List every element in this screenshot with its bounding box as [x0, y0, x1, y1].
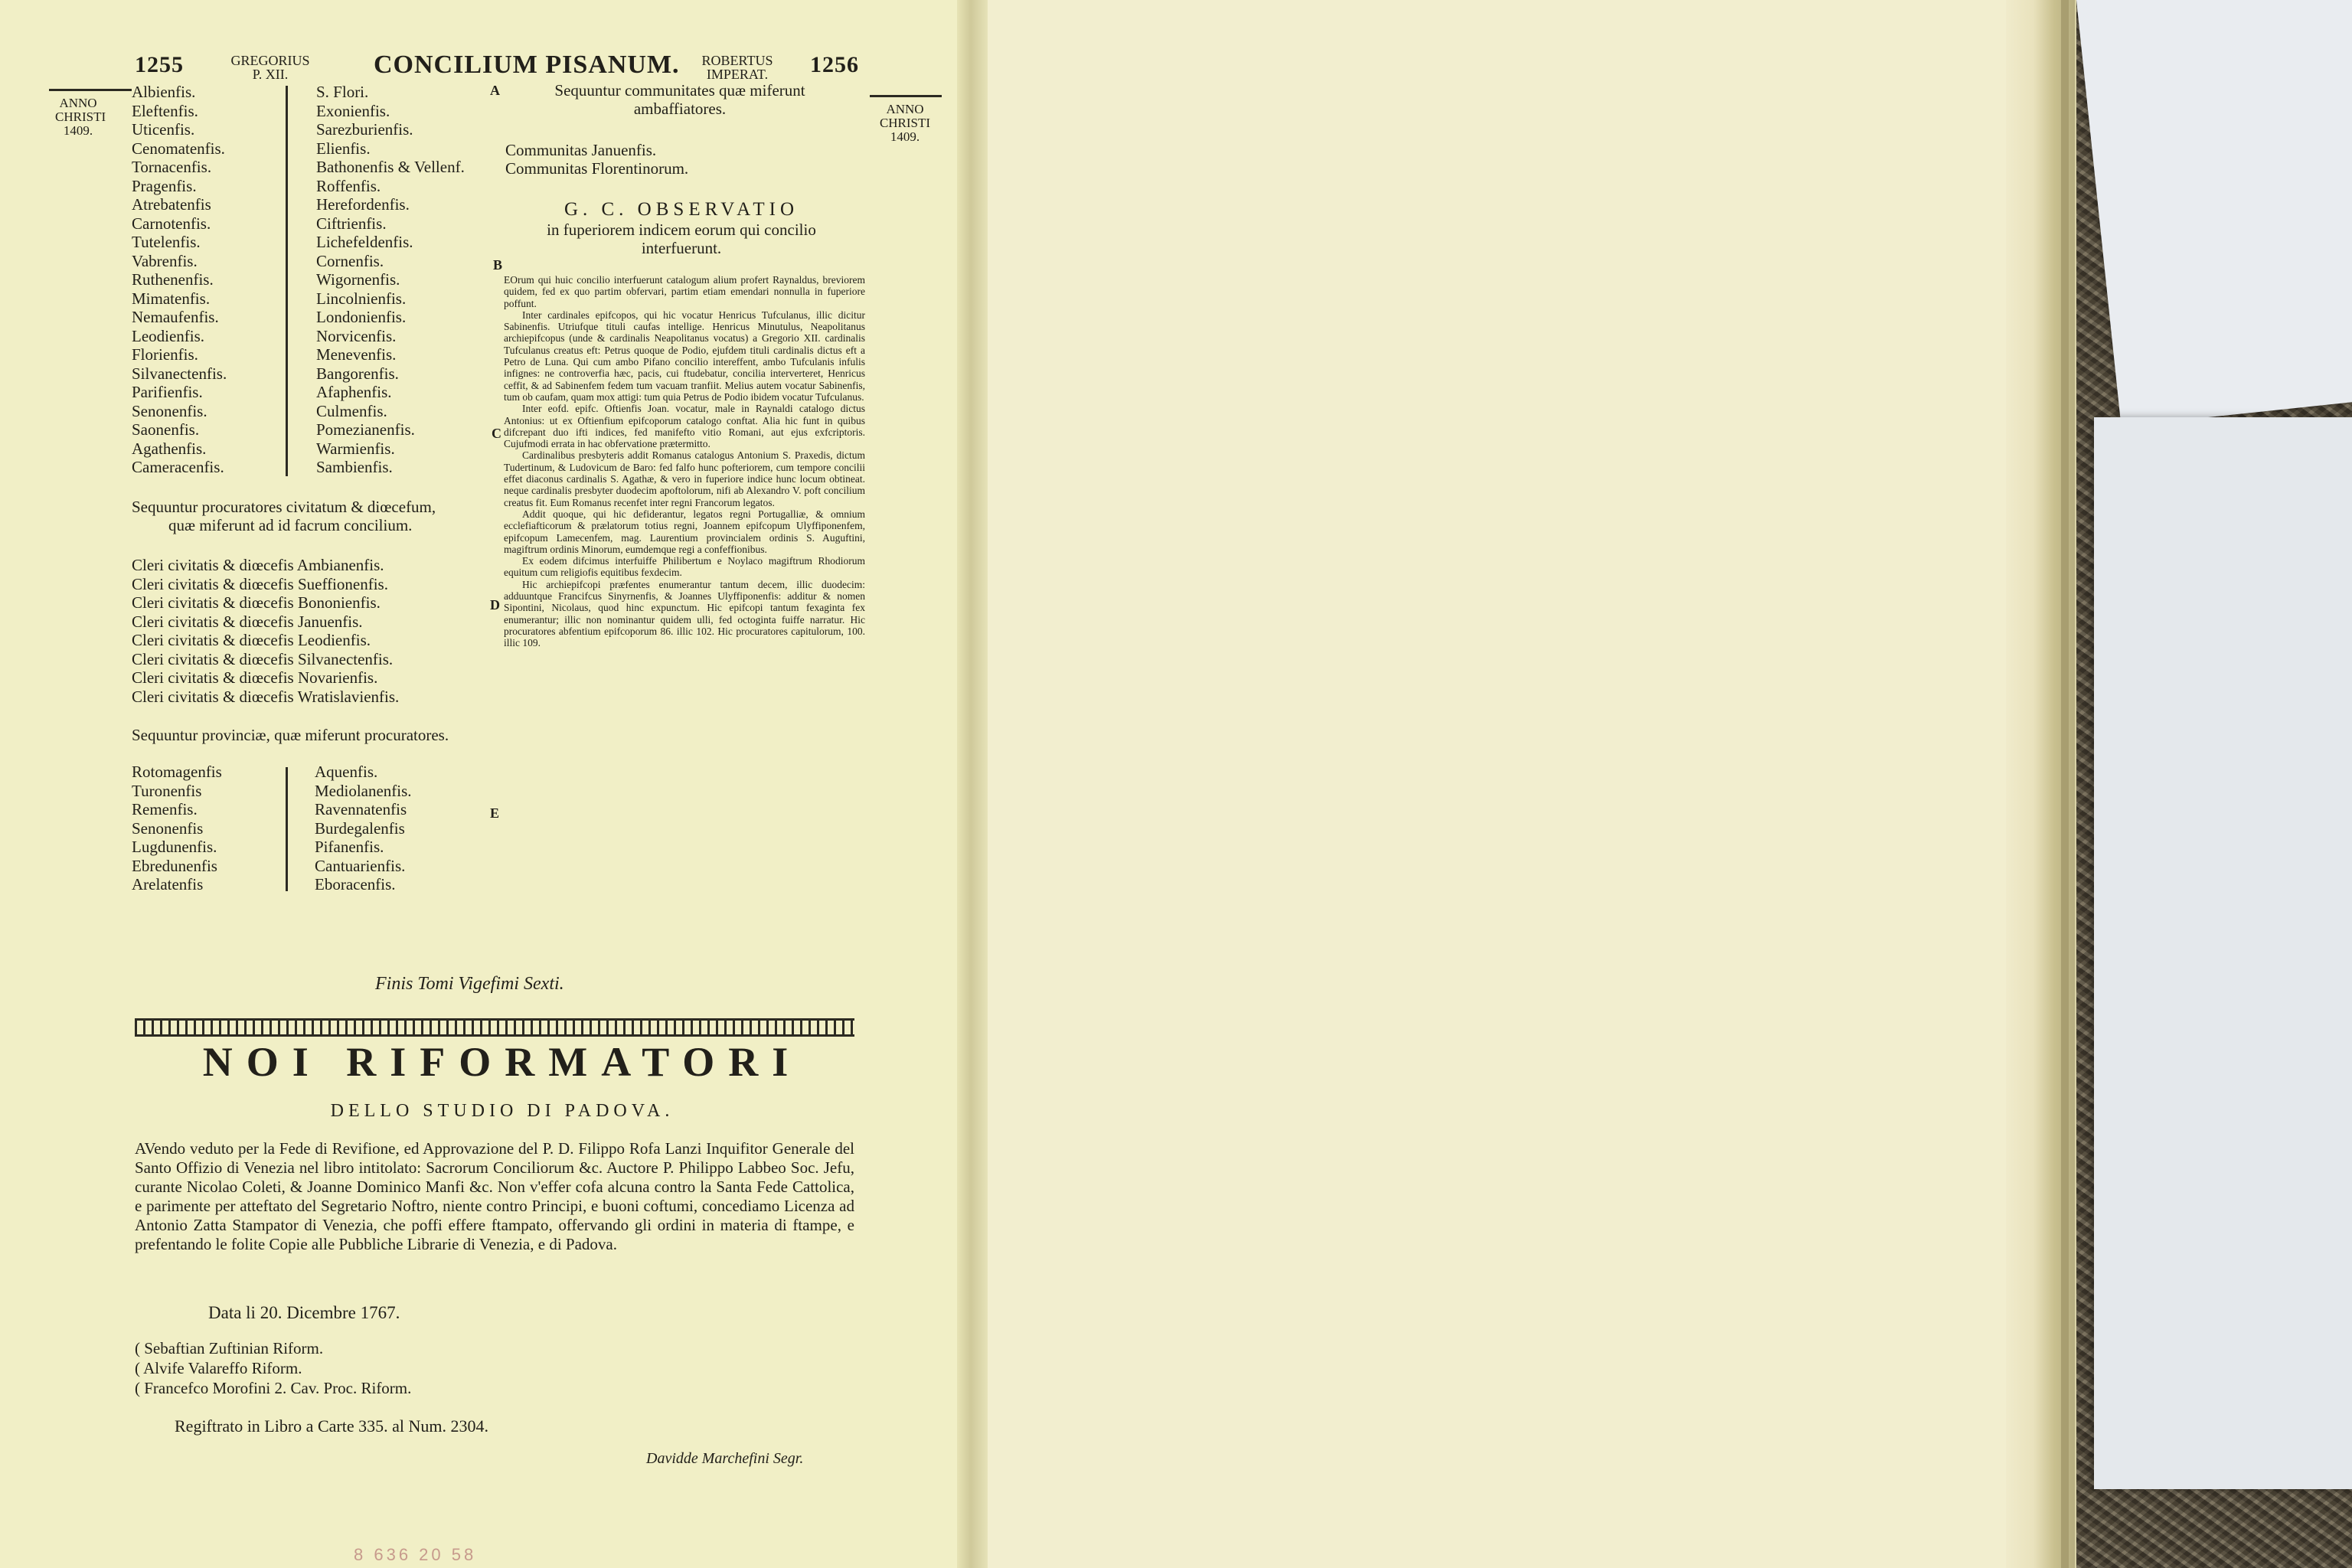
list-item: Cleri civitatis & diœcefis Januenfis. — [132, 612, 363, 631]
list-item: Albienfis. — [132, 83, 196, 101]
list-item: Londonienfis. — [316, 308, 407, 326]
margin-letter-a: A — [490, 83, 500, 98]
list-item: Silvanectenfis. — [132, 364, 227, 383]
list-item: Wigornenfis. — [316, 270, 400, 289]
list-item: Cleri civitatis & diœcefis Leodienfis. — [132, 631, 371, 649]
pope-number: P. XII. — [252, 67, 289, 82]
list-item: Saonenfis. — [132, 420, 200, 439]
list-item: Atrebatenfis — [132, 195, 211, 214]
list-item: Arelatenfis — [132, 875, 204, 893]
list-item: Tutelenfis. — [132, 233, 201, 251]
list-item: Tornacenfis. — [132, 158, 212, 176]
list-item: Herefordenfis. — [316, 195, 410, 214]
list-item: Ebredunenfis — [132, 856, 217, 875]
list-item: Culmenfis. — [316, 401, 387, 420]
registration-note: Regiftrato in Libro a Carte 335. al Num. 2304. — [175, 1416, 488, 1436]
list-item: Ruthenenfis. — [132, 270, 214, 289]
list-item: Burdegalenfis — [315, 818, 405, 838]
communitates-list: Communitas Januenfis. Communitas Florentinorum. — [505, 141, 689, 178]
secretary-signature: Davidde Marchefini Segr. — [646, 1450, 804, 1467]
blank-right-page — [982, 0, 2017, 1568]
list-item: Cornenfis. — [316, 251, 384, 270]
margin-letter-c: C — [492, 426, 501, 441]
list-item: Cleri civitatis & diœcefis Silvanectenfis. — [132, 649, 394, 668]
communitates-heading: Sequuntur communitates quæ miferunt ambaffiatores. — [554, 81, 805, 118]
list-item: Turonenfis — [132, 781, 202, 800]
list-item: Menevenfis. — [316, 345, 397, 364]
ornamental-border — [135, 1018, 854, 1037]
list-item: ( Alvife Valareffo Riform. — [135, 1359, 302, 1377]
list-item: Mediolanenfis. — [315, 781, 412, 800]
margin-note-right: ANNO CHRISTI 1409. — [879, 102, 931, 144]
list-item: Cantuarienfis. — [315, 856, 406, 875]
list-item: Cameracenfis. — [132, 458, 224, 476]
observatio-text: EOrum qui huic concilio interfuerunt catalogum alium profert Raynaldus, breviorem quidem, fed ex quo partim obfervari, partim etiam emendari nonnulla in fuperiore poffunt. Inter cardinales epifcopos, qui hic vocatur Henricus Tufculanus, illic dicitur Sabinenfis. Utriufque tituli caufas intellige. Henricus Minutulus, Neapolitanus archiepifcopus (unde & cardinalis Neapolitanus vocatus) a Gregorio XII. cardinalis Tufculanus creatus eft: Petrus quoque de Podio, ejufdem tituli cardinalis dictus eft a Petro de Luna. Qui cum ambo Pifano concilio intereffent, ambo Tufculanis infulis infignes: ne controverfia hæc, pacis, cui ftudebatur, concilia interverteret, Henricus ceffit, & ad Sabinenfem fedem tum vacuam tranfiit. Melius autem vocatur Sabinenfis, tum ob caufam, quam mox attigi: tum quia Petrus de Podio ibidem vocatur Tufculanus. Inter eofd. epifc. Oftienfis Joan. vocatur, male in Raynaldi catalogo dictus Antonius: ut ex Oftienfium epifcoporum catalogo conftat. Alia hic funt in quibus difcrepant duo ifti indices, fed manifefto vitio Romani, aut ejus exfcriptoris. Cujufmodi errata in hac obfervatione prætermitto. Cardinalibus presbyteris addit Romanus catalogus Antonium S. Praxedis, dictum Tudertinum, & Ludovicum de Baro: fed falfo hunc pofteriorem, cum tempore concilii effet diaconus cardinalis S. Agathæ, & vero in fuperiore indice hunc locum obtineat. neque cardinalis presbyter duodecim apoftolorum, nifi ab Alexandro V. poft concilium creatus fit. Eum Romanus recenfet inter regni Francorum legatos. Addit quoque, qui hic defiderantur, legatos regni Portugalliæ, & omnium ecclefiafticorum & prælatorum totius regni, Joannem epifcopum Ulyffiponenfem, epifcopum Lamecenfem, mag. Laurentium provincialem ordinis S. Auguftini, magiftrum ordinis Minorum, eumdemque regi a confeffionibus. Ex eodem difcimus interfuiffe Philibertum e Noylaco magiftrum Rhodiorum equitum cum religiofis equitibus fexdecim. Hic archiepifcopi præfentes enumerantur tantum decem, illic duodecim: adduuntque Francifcus Sinyrnenfis, & Joannes Ulyffiponenfis: additur & nomen Sipontini, Nicolaus, quod hinc expunctum. Hic epifcopi tantum fexaginta fex enumerantur; illic non nominantur quidem ulli, fed octoginta fuiffe narratur. Hic procuratores abfentium epifcoporum 86. illic 102. Hic procuratores capitulorum, 100. illic 109. — [504, 274, 865, 649]
list-item: Exonienfis. — [316, 101, 390, 120]
list-item: Cleri civitatis & diœcefis Novarienfis. — [132, 668, 378, 687]
list-item: ( Sebaftian Zuftinian Riform. — [135, 1339, 324, 1357]
list-item: Warmienfis. — [316, 439, 395, 458]
list-item: Rotomagenfis — [132, 763, 222, 781]
list-item: Cleri civitatis & diœcefis Wratislavienfis. — [132, 687, 400, 706]
imprimatur-title: NOI RIFORMATORI — [202, 1039, 802, 1085]
list-item: Vabrenfis. — [132, 251, 198, 270]
loose-paper-sheet — [2094, 417, 2352, 1489]
procuratores-heading: Sequuntur procuratores civitatum & diœcefum, quæ miferunt ad id facrum concilium. — [132, 498, 436, 534]
imprimatur-body: AVendo veduto per la Fede di Revifione, ed Approvazione del P. D. Filippo Rofa Lanzi Inquifitor Generale del Santo Offizio di Venezia nel libro intitolato: Sacrorum Conciliorum &c. Auctore P. Philippo Labbeo Soc. Jefu, curante Nicolao Coleti, & Joanne Dominico Manfi &c. Non v'effer cofa alcuna contro la Santa Fede Cattolica, e parimente per atteftato del Segretario Noftro, niente contro Principi, e buoni coftumi, concediamo Licenza ad Antonio Zatta Stampator di Venezia, che poffi effere ftampato, offervando gli ordini in materia di ftampe, e prefentando le folite Copie alle Pubbliche Librarie di Venezia, e di Padova. — [135, 1139, 854, 1253]
list-item: Mimatenfis. — [132, 289, 211, 308]
list-item: Bathonenfis & Vellenf. — [316, 158, 465, 176]
list-item: Sarezburienfis. — [316, 120, 413, 139]
list-item: Florienfis. — [132, 345, 198, 364]
page-title: CONCILIUM PISANUM. — [374, 51, 680, 79]
list-item: S. Flori. — [316, 83, 369, 101]
list-item: Roffenfis. — [316, 176, 381, 195]
list-item: Lugdunenfis. — [132, 838, 217, 856]
provinces-col2 — [315, 763, 412, 894]
list-item: Cleri civitatis & diœcefis Bononienfis. — [132, 593, 381, 612]
margin-letter-b: B — [493, 257, 503, 273]
column-divider — [286, 86, 288, 476]
signers-list — [135, 1338, 411, 1398]
list-item: Afaphenfis. — [316, 383, 392, 401]
list-item: Norvicenfis. — [316, 326, 397, 345]
list-item: Nemaufenfis. — [132, 308, 219, 326]
observatio-subtitle: in fuperiorem indicem eorum qui concilio interfuerunt. — [547, 220, 816, 257]
list-item: Cleri civitatis & diœcefis Ambianenfis. — [132, 556, 384, 574]
list-item: Bangorenfis. — [316, 364, 399, 383]
bishops-list-col2 — [316, 83, 465, 477]
emperor-name: ROBERTUS — [701, 53, 773, 68]
margin-letter-e: E — [490, 805, 500, 821]
list-item: Cenomatenfis. — [132, 139, 225, 158]
list-item: Senonenfis. — [132, 401, 207, 420]
list-item: Carnotenfis. — [132, 214, 211, 233]
list-item: ( Francefco Morofini 2. Cav. Proc. Riform. — [135, 1379, 412, 1397]
list-item: Ciftrienfis. — [316, 214, 387, 233]
imprimatur-date: Data li 20. Dicembre 1767. — [208, 1303, 400, 1322]
book-gutter — [957, 0, 988, 1568]
list-item: Lincolnienfis. — [316, 289, 407, 308]
list-item: Elienfis. — [316, 139, 371, 158]
margin-note-left: ANNO CHRISTI 1409. — [55, 96, 106, 138]
list-item: Aquenfis. — [315, 763, 378, 781]
header-rule-right — [870, 95, 942, 97]
provinces-col1 — [132, 763, 222, 894]
list-item: Ravennatenfis — [315, 800, 407, 818]
page-number-left: 1255 — [135, 52, 184, 77]
library-stamp: 8 636 20 58 — [354, 1545, 477, 1564]
list-item: Cleri civitatis & diœcefis Sueffionenfis. — [132, 574, 388, 593]
imprimatur-subtitle: DELLO STUDIO DI PADOVA. — [330, 1101, 675, 1121]
list-item: Pifanenfis. — [315, 838, 384, 856]
header-rule-left — [49, 89, 132, 91]
provinciae-heading: Sequuntur provinciæ, quæ miferunt procuratores. — [132, 726, 449, 744]
list-item: Eboracenfis. — [315, 875, 396, 893]
list-item: Leodienfis. — [132, 326, 205, 345]
cleri-list — [132, 556, 399, 706]
list-item: Agathenfis. — [132, 439, 207, 458]
pope-name: GREGORIUS — [230, 53, 310, 68]
page-number-right: 1256 — [810, 52, 859, 77]
observatio-title: G. C. OBSERVATIO — [564, 199, 799, 220]
list-item: Remenfis. — [132, 800, 198, 818]
list-item: Senonenfis — [132, 818, 204, 838]
book-cover-edge — [2061, 0, 2069, 1568]
list-item: Eleftenfis. — [132, 101, 198, 120]
list-item: Lichefeldenfis. — [316, 233, 413, 251]
emperor-title: IMPERAT. — [706, 67, 769, 82]
margin-letter-d: D — [490, 597, 500, 612]
list-item: Pragenfis. — [132, 176, 197, 195]
list-item: Uticenfis. — [132, 120, 195, 139]
pope-label — [220, 54, 320, 81]
list-item: Pomezianenfis. — [316, 420, 415, 439]
loose-paper-sheet — [2076, 0, 2352, 426]
emperor-label — [688, 54, 787, 81]
bishops-list-col1 — [132, 83, 227, 477]
list-item: Parifienfis. — [132, 383, 203, 401]
finis-line: Finis Tomi Vigefimi Sexti. — [375, 974, 564, 994]
list-item: Sambienfis. — [316, 458, 393, 476]
column-divider — [286, 767, 288, 891]
